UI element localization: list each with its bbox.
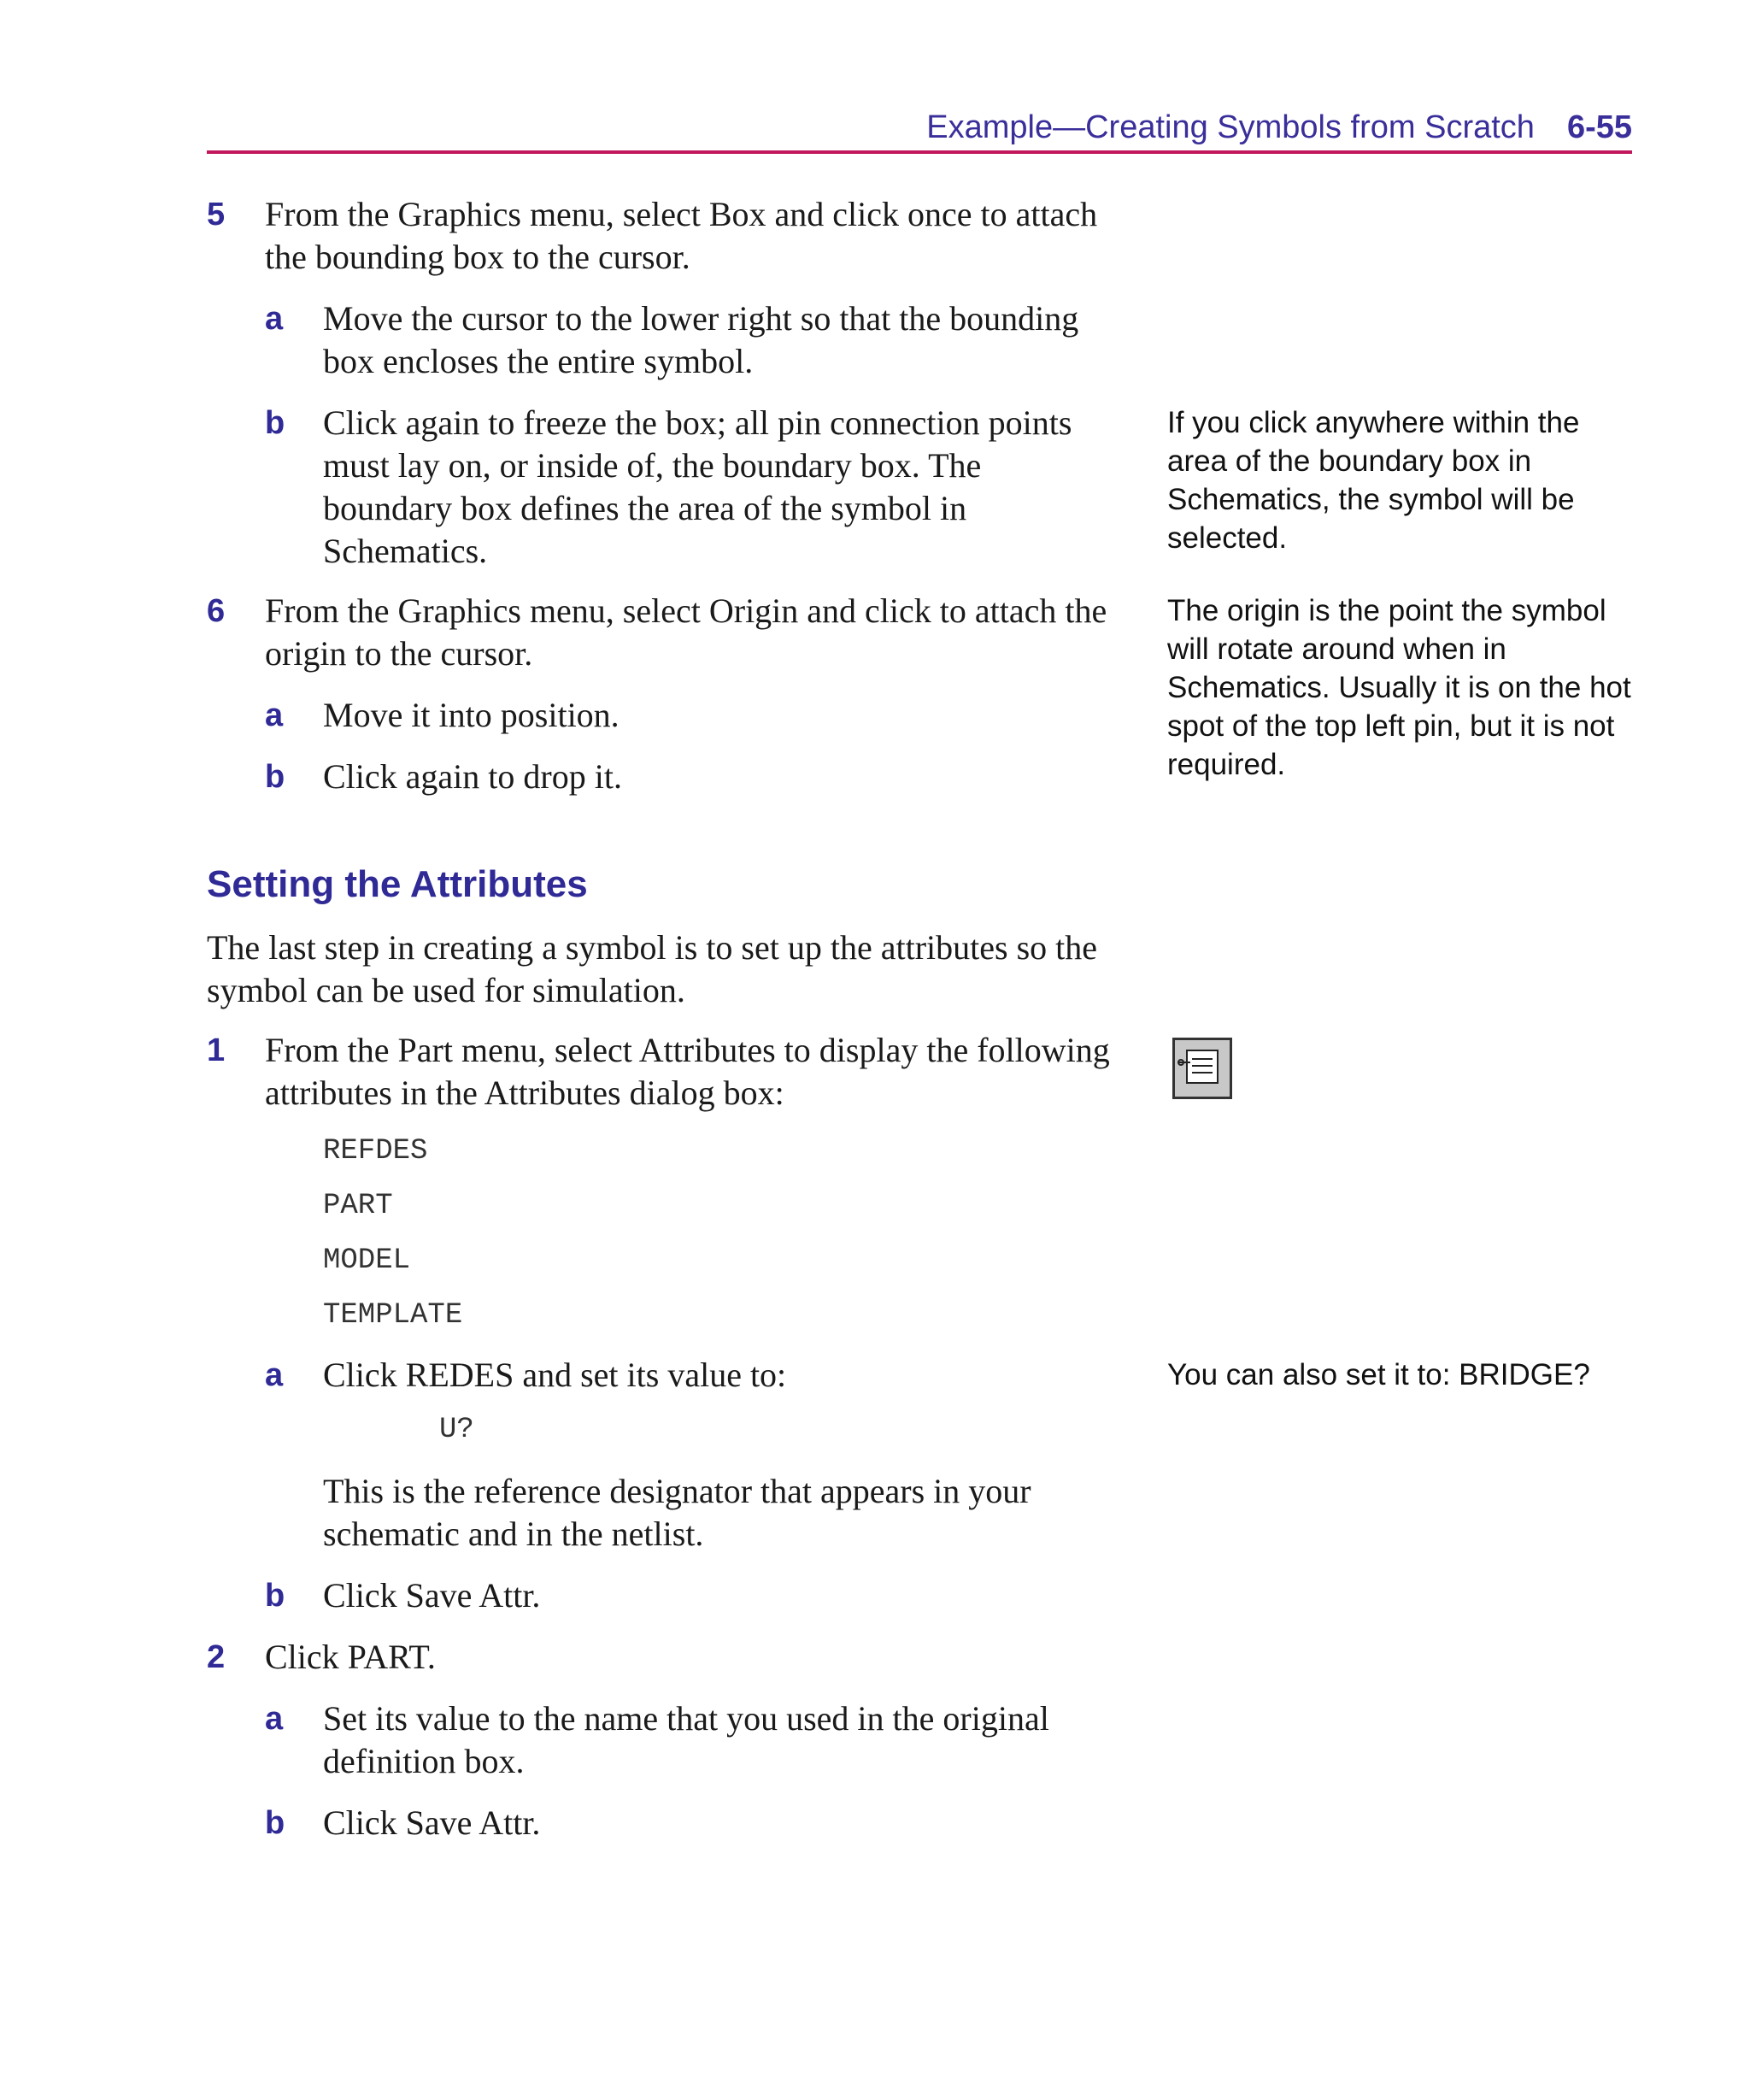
substep-label: b <box>265 405 285 441</box>
substep-text: Set its value to the name that you used in the original definition box. <box>323 1699 1049 1780</box>
substep-text: Move the cursor to the lower right so that the bounding box encloses the entire symbol. <box>323 299 1079 380</box>
substep-label: b <box>265 1578 285 1614</box>
attribute-refdes: REFDES <box>323 1135 428 1168</box>
running-title: Example—Creating Symbols from Scratch <box>926 109 1535 145</box>
step-number: 6 <box>207 593 226 629</box>
note-origin: The origin is the point the symbol will rotate around when in Schematics. Usually it is on the hot spot of the top left pin, but it is not required. <box>1167 594 1631 781</box>
substep-label: b <box>265 1805 285 1841</box>
step-text: From the Graphics menu, select Origin and click to attach the origin to the cursor. <box>265 591 1107 673</box>
note-boundary-box: If you click anywhere within the area of the boundary box in Schematics, the symbol will be selected. <box>1167 406 1580 555</box>
step-text: Click PART. <box>265 1638 436 1676</box>
step-text: From the Part menu, select Attributes to display the following attributes in the Attributes dialog box: <box>265 1031 1110 1112</box>
substep-label: a <box>265 301 284 337</box>
substep-label: a <box>265 1701 284 1737</box>
step-number: 2 <box>207 1639 226 1675</box>
section-intro: The last step in creating a symbol is to set up the attributes so the symbol can be used for simulation. <box>207 928 1098 1009</box>
header-rule <box>207 150 1632 154</box>
page-header <box>207 106 1632 149</box>
attributes-icon <box>1172 1038 1232 1099</box>
page-number: 6-55 <box>1566 109 1632 145</box>
step-text: From the Graphics menu, select Box and click once to attach the bounding box to the cursor. <box>265 195 1098 276</box>
attribute-model: MODEL <box>323 1244 411 1277</box>
substep-text: Click Save Attr. <box>323 1803 541 1842</box>
substep-label: b <box>265 759 285 795</box>
substep-text: Click again to freeze the box; all pin connection points must lay on, or inside of, the boundary box. The boundary box defines the area of the symbol in Schematics. <box>323 403 1072 570</box>
substep-text: Click Save Attr. <box>323 1576 541 1615</box>
section-heading: Setting the Attributes <box>207 863 588 905</box>
step-number: 1 <box>207 1032 226 1068</box>
substep-label: a <box>265 1357 284 1393</box>
substep-label: a <box>265 697 284 733</box>
attribute-part: PART <box>323 1190 393 1222</box>
refdes-value: U? <box>439 1414 474 1446</box>
attributes-icon-glyph <box>1175 1040 1230 1097</box>
step-number: 5 <box>207 197 226 232</box>
substep-text: Move it into position. <box>323 696 620 734</box>
substep-text: Click again to drop it. <box>323 757 622 796</box>
substep-text: Click REDES and set its value to: <box>323 1356 787 1394</box>
note-bridge: You can also set it to: BRIDGE? <box>1167 1358 1590 1391</box>
attribute-template: TEMPLATE <box>323 1299 463 1332</box>
substep-text: This is the reference designator that appears in your schematic and in the netlist. <box>323 1472 1031 1553</box>
